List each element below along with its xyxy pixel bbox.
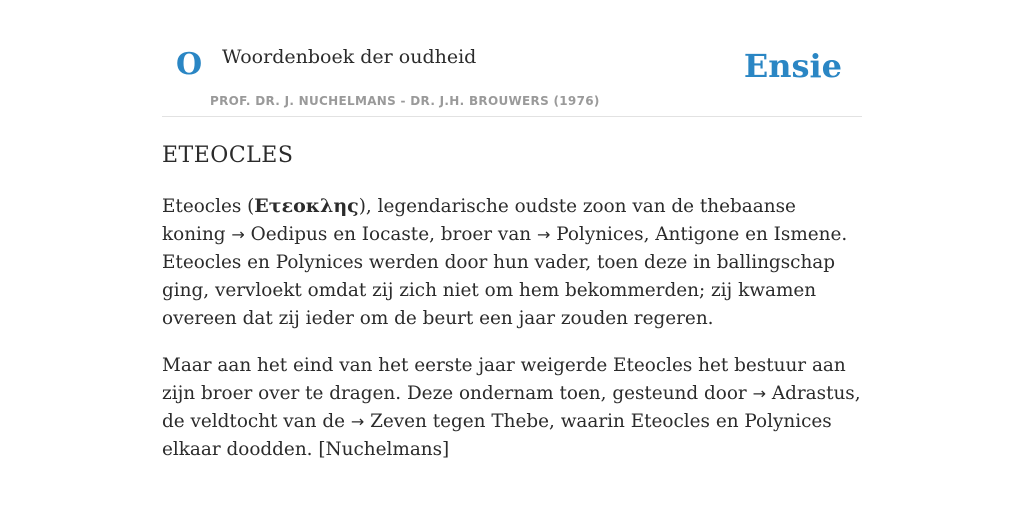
arrow-right-icon: → [231, 225, 245, 244]
text: , de veldtocht van de [162, 383, 861, 432]
reference-link-oedipus[interactable] [231, 224, 327, 245]
arrow-right-icon: → [752, 384, 766, 403]
text: en Iocaste, broer van [327, 224, 537, 245]
arrow-right-icon: → [536, 225, 551, 244]
entry-title: ETEOCLES [162, 143, 294, 168]
entry-paragraph-2 [162, 352, 862, 464]
entry-paragraph-1 [162, 192, 862, 333]
text: ), legendarische oudste zoon van de thebaanse koning [162, 196, 796, 245]
reference-link-zeven-tegen-thebe[interactable] [351, 411, 549, 432]
text: , waarin Eteocles en Polynices elkaar doodden. [Nuchelmans] [162, 411, 832, 460]
link-label: Zeven tegen Thebe [370, 411, 549, 432]
text: , Antigone en Ismene. Eteocles en Polynices werden door hun vader, toen deze in ballingschap ging, vervloekt omdat zij zich niet om hem bekommerden; zij kwamen overeen dat zij ieder om de beurt een jaar zouden regeren. [162, 224, 848, 329]
page [162, 0, 862, 464]
text: Maar aan het eind van het eerste jaar weigerde Eteocles het bestuur aan zijn broer over te dragen. Deze ondernam toen, gesteund door [162, 355, 846, 404]
reference-link-polynices[interactable] [537, 224, 644, 245]
dictionary-title[interactable]: Woordenboek der oudheid [222, 46, 477, 68]
text: Eteocles ( [162, 196, 255, 217]
reference-link-adrastus[interactable] [753, 383, 855, 404]
ensie-logo-link[interactable]: Ensie [743, 47, 842, 85]
link-label: Adrastus [771, 383, 855, 404]
letter-index-link[interactable]: O [176, 47, 203, 82]
arrow-right-icon: → [350, 412, 365, 431]
dictionary-authors: PROF. DR. J. NUCHELMANS - DR. J.H. BROUWERS (1976) [210, 94, 600, 108]
link-label: Polynices [556, 224, 644, 245]
link-label: Oedipus [250, 224, 328, 245]
dictionary-header [162, 0, 862, 117]
greek-name: Ετεοκλης [254, 195, 359, 217]
